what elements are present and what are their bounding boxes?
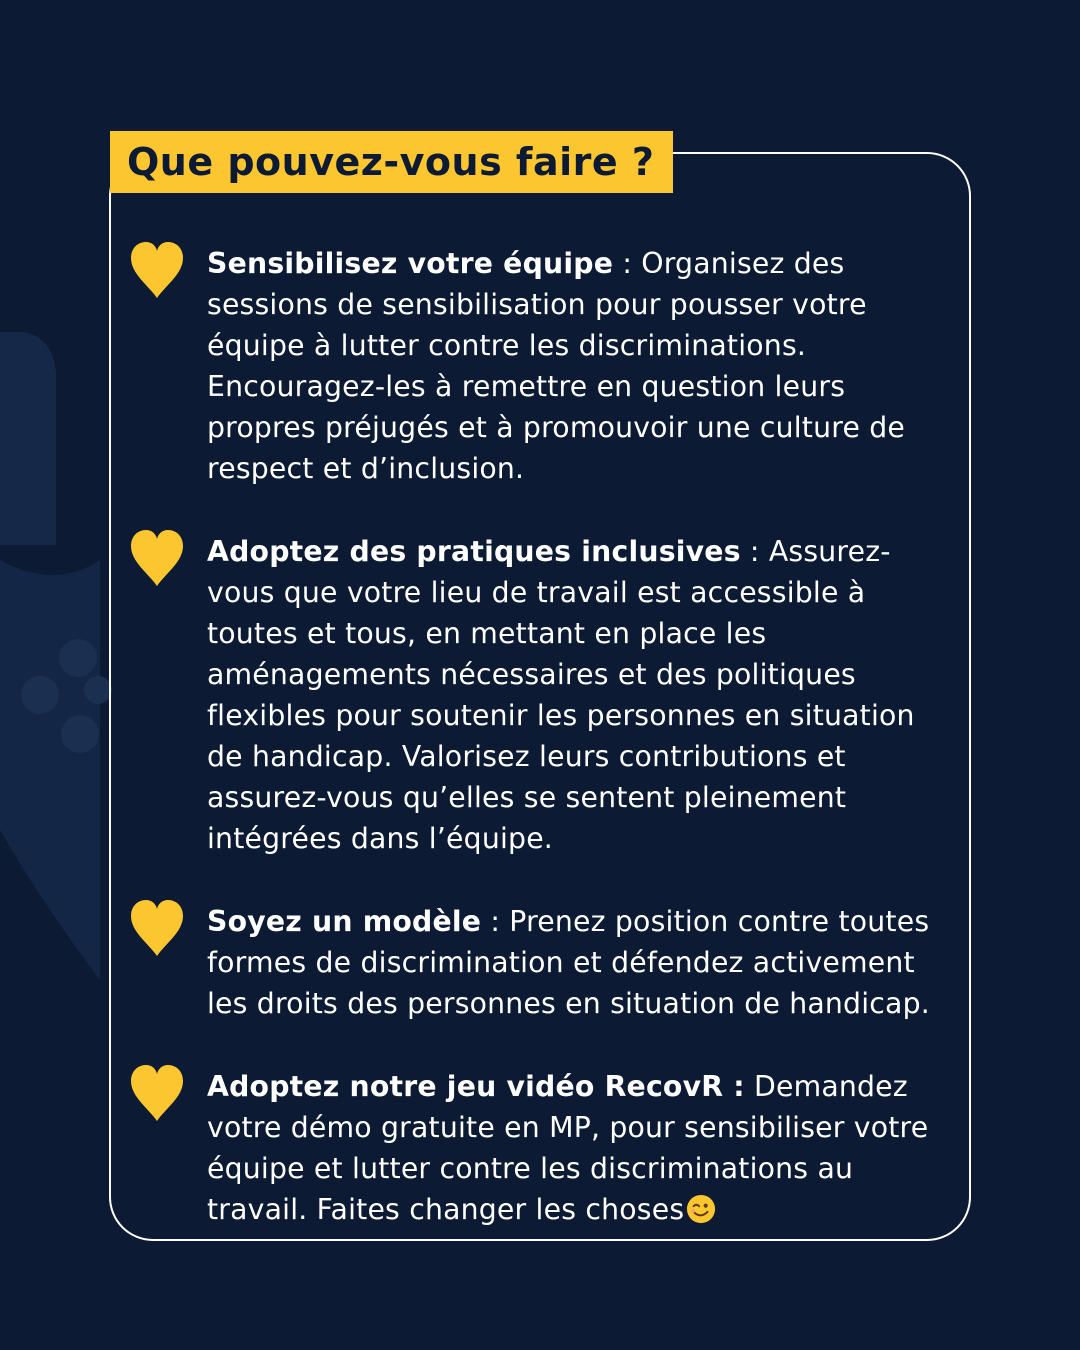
list-item-text xyxy=(207,1066,957,1230)
list-item-body: : Prenez position contre toutes formes de discrimination et défendez activement les droits des personnes en situation de handicap. xyxy=(207,905,930,1020)
list-item-heading: Soyez un modèle xyxy=(207,905,482,938)
list-item-body: : Assurez-vous que votre lieu de travail est accessible à toutes et tous, en mettant en place les aménagements nécessaires et des politiques flexibles pour soutenir les personnes en situation de handicap. Valorisez leurs contributions et assurez-vous qu’elles se sentent pleinement intégrées dans l’équipe. xyxy=(207,535,915,855)
list-item-text xyxy=(207,531,957,859)
list-item-heading: Sensibilisez votre équipe xyxy=(207,247,614,280)
tips-list xyxy=(127,243,957,1272)
list-item xyxy=(127,1066,957,1230)
heart-icon xyxy=(127,1063,187,1125)
page-title: Que pouvez-vous faire ? xyxy=(110,131,673,193)
background-claw-shape xyxy=(0,560,100,980)
list-item-body: : Organisez des sessions de sensibilisation pour pousser votre équipe à lutter contre les discriminations. Encouragez-les à remettre en question leurs propres préjugés et à promouvoir une culture de respect et d’inclusion. xyxy=(207,247,906,485)
background-dot xyxy=(84,676,112,704)
list-item-text xyxy=(207,243,957,489)
list-item-heading: Adoptez notre jeu vidéo RecovR : xyxy=(207,1070,745,1103)
background-blob-shape xyxy=(0,332,56,545)
background-dot xyxy=(59,639,97,677)
list-item xyxy=(127,531,957,859)
list-item xyxy=(127,901,957,1024)
background-dot xyxy=(21,676,59,714)
heart-icon xyxy=(127,898,187,960)
list-item xyxy=(127,243,957,489)
winking-face-emoji xyxy=(686,1194,716,1224)
heart-icon xyxy=(127,240,187,302)
list-item-body: Demandez votre démo gratuite en MP, pour sensibiliser votre équipe et lutter contre les discriminations au travail. Faites changer les choses xyxy=(207,1070,929,1226)
list-item-text xyxy=(207,901,957,1024)
background-dot xyxy=(61,715,99,753)
heart-icon xyxy=(127,528,187,590)
list-item-heading: Adoptez des pratiques inclusives xyxy=(207,535,741,568)
